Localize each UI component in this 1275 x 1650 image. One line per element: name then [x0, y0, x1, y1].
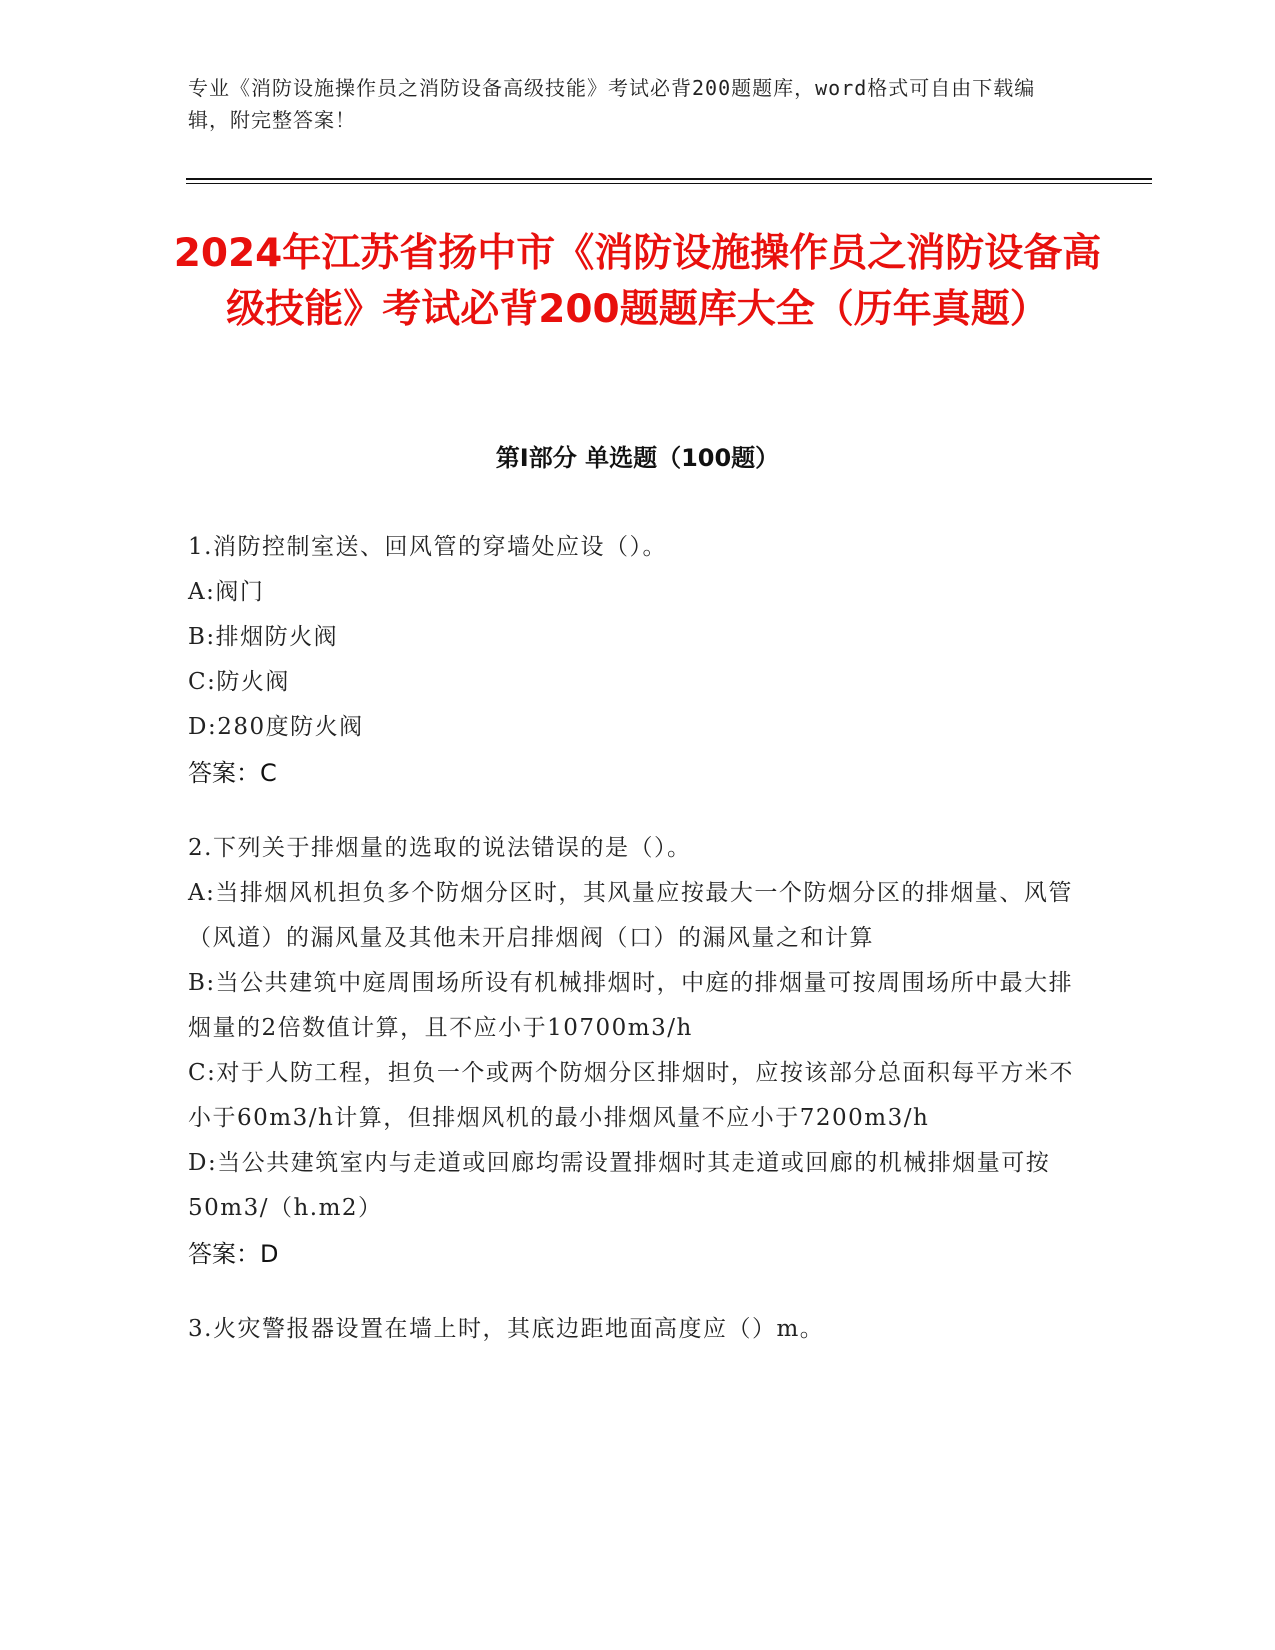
- section-title: 第I部分 单选题（100题）: [495, 444, 780, 472]
- option-a: A:阀门: [188, 579, 265, 605]
- option-b: B:当公共建筑中庭周围场所设有机械排烟时，中庭的排烟量可按周围场所中最大排烟量的2倍数值计算，且不应小于10700m3/h: [188, 970, 1074, 1041]
- header-divider-thin: [186, 183, 1152, 184]
- question-1: [188, 525, 1078, 796]
- option-c: C:对于人防工程，担负一个或两个防烟分区排烟时，应按该部分总面积每平方米不小于60m3/h计算，但排烟风机的最小排烟风量不应小于7200m3/h: [188, 1060, 1074, 1131]
- answer-label: 答案：C: [188, 759, 277, 787]
- document-title: 2024年江苏省扬中市《消防设施操作员之消防设备高级技能》考试必背200题题库大全（历年真题）: [173, 231, 1102, 332]
- option-a: A:当排烟风机担负多个防烟分区时，其风量应按最大一个防烟分区的排烟量、风管（风道）的漏风量及其他未开启排烟阀（口）的漏风量之和计算: [188, 880, 1073, 951]
- header-note: 专业《消防设施操作员之消防设备高级技能》考试必背200题题库，word格式可自由下载编辑，附完整答案！: [188, 76, 1036, 132]
- option-b: B:排烟防火阀: [188, 624, 339, 650]
- question-2: [188, 826, 1078, 1277]
- question-stem: 3.火灾警报器设置在墙上时，其底边距地面高度应（）m。: [188, 1316, 825, 1342]
- header-divider: [186, 178, 1152, 180]
- option-d: D:280度防火阀: [188, 714, 364, 740]
- question-3: [188, 1307, 1078, 1352]
- question-stem: 2.下列关于排烟量的选取的说法错误的是（）。: [188, 835, 692, 861]
- question-list: [188, 525, 1078, 1382]
- option-d: D:当公共建筑室内与走道或回廊均需设置排烟时其走道或回廊的机械排烟量可按50m3/（h.m2）: [188, 1150, 1051, 1221]
- question-stem: 1.消防控制室送、回风管的穿墙处应设（）。: [188, 534, 667, 560]
- answer-label: 答案：D: [188, 1240, 279, 1268]
- option-c: C:防火阀: [188, 669, 290, 695]
